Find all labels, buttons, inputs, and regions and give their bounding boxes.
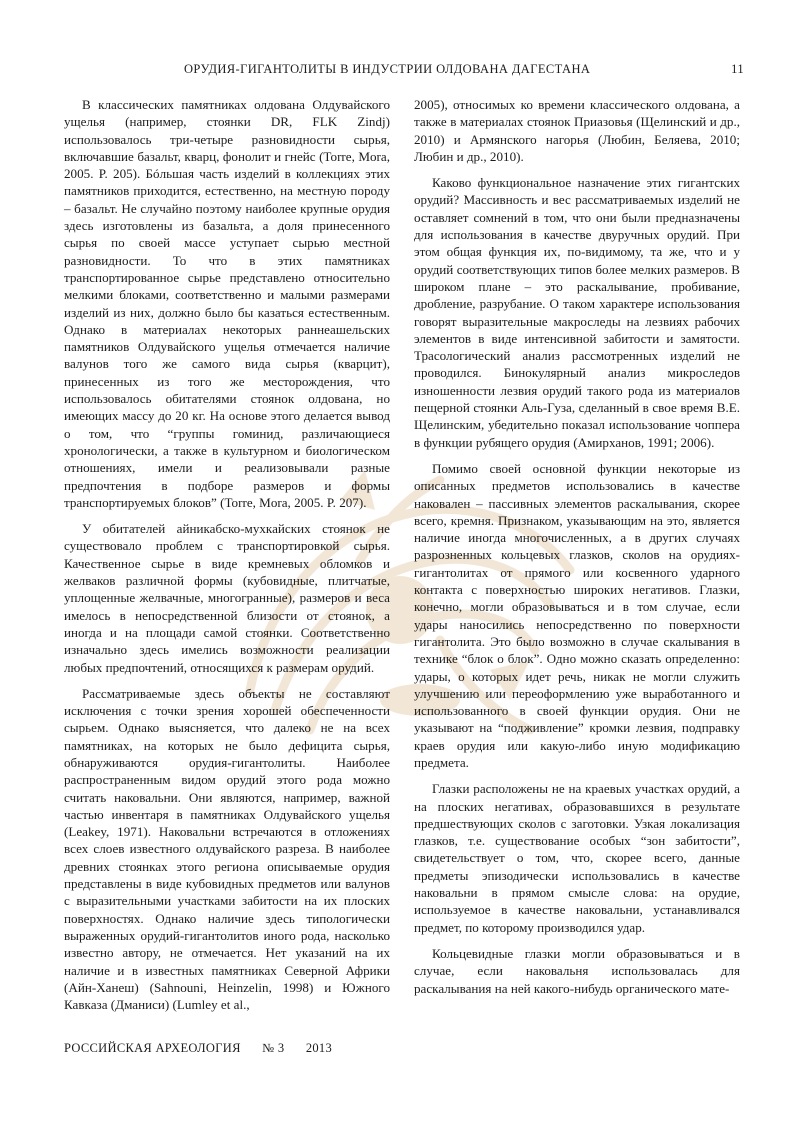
page-footer (64, 1041, 350, 1056)
paragraph: Рассматриваемые здесь объекты не составляют исключения с точки зрения хорошей обеспеченности сырьем. Однако выясняется, что далеко не на всех памятниках, на которых не было дефицита сырья, обнаруживаются орудия-гигантолиты. Наиболее распространенным видом орудий этого рода можно считать наковальни. Они являются, например, важной частью инвентаря в памятниках Олдувайского ущелья (Leakey, 1971). Наковальни встречаются в отложениях всех слоев известного олдувайского разреза. В наиболее древних стоянках этого региона описываемые орудия представлены в виде кубовидных предметов или валунов с выразительными участками забитости на их плоских поверхностях. Однако наличие здесь типологически выраженных орудий-гигантолитов иного рода, насколько известно автору, не отмечается. Нет указаний на их наличие и в известных памятниках Северной Африки (Айн-Ханеш) (Sahnouni, Heinzelin, 1998) и Южного Кавказа (Дманиси) (Lumley et al., (64, 685, 390, 1013)
paragraph: Кольцевидные глазки могли образовываться и в случае, если наковальня использовалась для раскалывания на ней какого-нибудь органического мате- (414, 945, 740, 996)
running-title: ОРУДИЯ-ГИГАНТОЛИТЫ В ИНДУСТРИИ ОЛДОВАНА ДАГЕСТАНА (184, 62, 591, 76)
publication-year: 2013 (305, 1041, 333, 1055)
paragraph: У обитателей айникабско-мухкайских стоянок не существовало проблем с транспортировкой сырья. Качественное сырье в виде кремневых обломков и желваков различной формы (кубовидные, плитчатые, уплощенные желвачные, многогранные), размеров и веса имелось в непосредственной близости от стоянок, а иногда и на площади самой стоянки. Соответственно изначально здесь имелись возможности реализации любых предпочтений, относящихся к размерам орудий. (64, 521, 390, 675)
right-column (414, 96, 740, 1006)
left-column (64, 96, 390, 1022)
paragraph: В классических памятниках олдована Олдувайского ущелья (например, стоянки DR, FLK Zindj) использовалось три-четыре разновидности сырья, включавшие базальт, кварц, фонолит и гнейс (Torre, Mora, 2005. P. 205). Бóльшая часть изделий в коллекциях этих памятников приходится, естественно, на местную породу – базальт. Не случайно поэтому наиболее крупные орудия здесь изготовлены из базальта, а доля принесенного сырья по своей массе уступает сырью местной разновидности. То что в этих памятниках транспортированное сырье представлено относительно мелкими блоками, соответственно и малыми размерами изделий из них, должно было бы казаться естественным. Однако в материалах некоторых раннеашельских памятников Олдувайского ущелья отмечается наличие валунов того же самого вида сырья (кварцит), принесенных из того же месторождения, что использовалось обитателями стоянок олдована, но имеющих массу до 20 кг. На основе этого делается вывод о том, что “группы гоминид, различающиеся хронологически, а также в культурном и биологическом отношениях, имели и реализовывали разные предпочтения в подборе размеров и формы транспортируемых блоков” (Torre, Mora, 2005. P. 207). (64, 97, 390, 510)
paragraph: Помимо своей основной функции некоторые из описанных предметов использовались в качестве наковален – пассивных элементов раскалывания, скорее всего, кремня. Признаком, указывающим на это, является наличие иногда многочисленных, а в других случаях разрозненных кольцевых глазков, сколов на орудиях-гигантолитах от прямого или косвенного ударного контакта с поверхностью широких негативов. Глазки, конечно, могли образовываться и в том случае, если удары наносились непосредственно по поверхности гигантолита. Это было возможно в случае скалывания в технике “блок о блок”. Одно можно сказать определенно: удары, о которых идет речь, никак не могли служить улучшению или переоформлению уже выработанного и использованного в своей функции орудия. Они не указывают на “подживление” кромки лезвия, подправку краев орудия или какую-либо иную модификацию предмета. (414, 460, 740, 770)
paragraph-continuation: 2005), относимых ко времени классического олдована, а также в материалах стоянок Приазовья (Щелинский и др., 2010) и Армянского нагорья (Любин, Беляева, 2010; Любин и др., 2010). (414, 97, 740, 164)
paragraph: Каково функциональное назначение этих гигантских орудий? Массивность и вес рассматриваемых изделий не оставляет сомнений в том, что они были предназначены для использования в качестве двуручных орудий. При этом общая функция их, по-видимому, та же, что и у орудий соответствующих типов более мелких размеров. В широком плане – это раскалывание, пробивание, дробление, разрубание. О таком характере использования говорят выразительные макроследы на лезвиях рабочих элементов в виде интенсивной забитости и замятости. Трасологический анализ рассмотренных изделий не проводился. Бинокулярный анализ микроследов изношенности лезвия орудий такого рода из материалов пещерной стоянки Аль-Гуза, сделанный в свое время В.Е. Щелинским, убедительно показал использование чоппера в функции рубящего орудия (Амирханов, 1991; 2006). (414, 175, 740, 450)
journal-name: РОССИЙСКАЯ АРХЕОЛОГИЯ (64, 1041, 241, 1055)
paragraph: Глазки расположены не на краевых участках орудий, а на плоских негативах, образовавшихся в результате предшествующих сколов с заготовки. Узкая локализация глазков, т.е. существование особых “зон забитости”, свидетельствует о том, что, скорее всего, данные предметы эпизодически использовались в качестве наковальни в прямом смысле слова: на орудие, используемое в качестве наковальни, устанавливался предмет, по которому производился удар. (414, 781, 740, 935)
page-number: 11 (731, 62, 744, 76)
issue-number: № 3 (262, 1041, 285, 1055)
